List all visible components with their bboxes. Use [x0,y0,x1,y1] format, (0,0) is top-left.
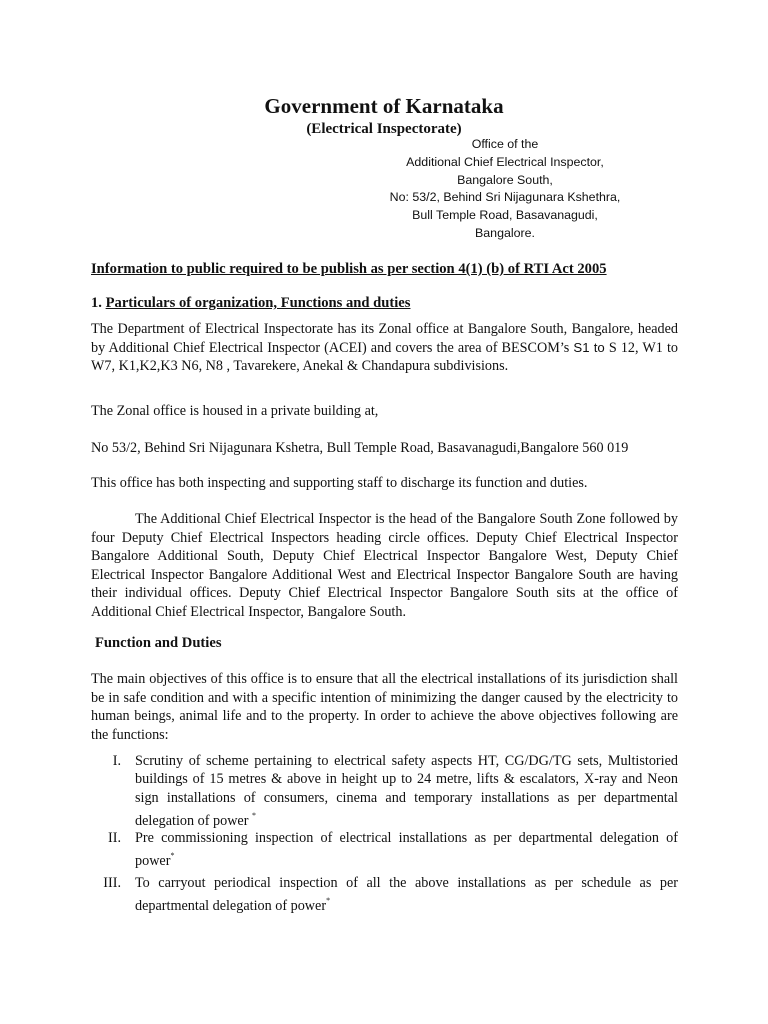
section-number: 1. [91,295,102,311]
office-address [380,136,630,243]
functions-heading: Function and Duties [95,635,222,651]
paragraph-housing: The Zonal office is housed in a private building at, [91,403,379,419]
item-number: I. [112,753,121,769]
address-line: Bull Temple Road, Basavanagudi, [412,208,598,223]
item-text: Pre commissioning inspection of electrical installations as per departmental delegation of power* [135,830,678,870]
section-heading [91,295,410,312]
document-title: Government of Karnataka [264,94,504,118]
section-title: Particulars of organization, Functions and duties [105,295,411,311]
item-number: III. [103,875,121,891]
paragraph-text: S 12, W1 to W7, K1,K2,K3 N6, N8 , Tavarekere, Anekal & Chandapura subdivisions. [91,339,679,375]
address-line: Bangalore South, [457,172,553,187]
address-line: Additional Chief Electrical Inspector, [406,154,604,169]
address-line: No: 53/2, Behind Sri Nijagunara Kshethra, [389,190,621,205]
paragraph-zonal-office [91,320,678,376]
address-line: Bangalore. [475,225,535,240]
paragraph-organization: The Additional Chief Electrical Inspector is the head of the Bangalore South Zone followed by four Deputy Chief Electrical Inspectors heading circle offices. Deputy Chief Electrical Inspector Bangalore Additional South, Deputy Chief Electrical Inspector Bangalore West, Deputy Chief Electrical Inspector Bangalore Additional West and Electrical Inspector Bangalore South are having their individual offices. Deputy Chief Electrical Inspector Bangalore South sits at the office of Additional Chief Electrical Inspector, Bangalore South. [91,511,678,620]
item-text: To carryout periodical inspection of all the above installations as per schedule as per departmental delegation of power* [135,875,678,915]
address-line: Office of the [471,137,539,151]
footnote-mark: * [170,851,175,861]
document-subtitle: (Electrical Inspectorate) [306,121,462,137]
item-number: II. [108,830,121,846]
rti-heading: Information to public required to be publish as per section 4(1) (b) of RTI Act 2005 [91,261,607,277]
footnote-mark: * [252,811,257,821]
functions-intro: The main objectives of this office is to ensure that all the electrical installations of its jurisdiction shall be in safe condition and with a specific intention of minimizing the danger caused by the electricity to human beings, animal life and to the property. In order to achieve the above objectives following are the functions: [91,671,678,743]
paragraph-text: The Department of Electrical Inspectorate has its Zonal office at Bangalore South, Bangalore, headed by Additional Chief Electrical Inspector (ACEI) and covers the area of BESCOM’s [91,321,678,356]
item-text: Scrutiny of scheme pertaining to electrical safety aspects HT, CG/DG/TG sets, Multistoried buildings of 15 metres & above in height up to 24 metre, lifts & escalators, X-ray and Neon sign installations of consumers, cinema and temporary installations as per departmental delegation of power * [135,753,678,830]
paragraph-staff: This office has both inspecting and supporting staff to discharge its function and duties. [91,475,588,491]
paragraph-address: No 53/2, Behind Sri Nijagunara Kshetra, Bull Temple Road, Basavanagudi,Bangalore 560 019 [91,440,629,456]
paragraph-text-sans: S1 to [573,339,605,355]
footnote-mark: * [326,896,331,906]
